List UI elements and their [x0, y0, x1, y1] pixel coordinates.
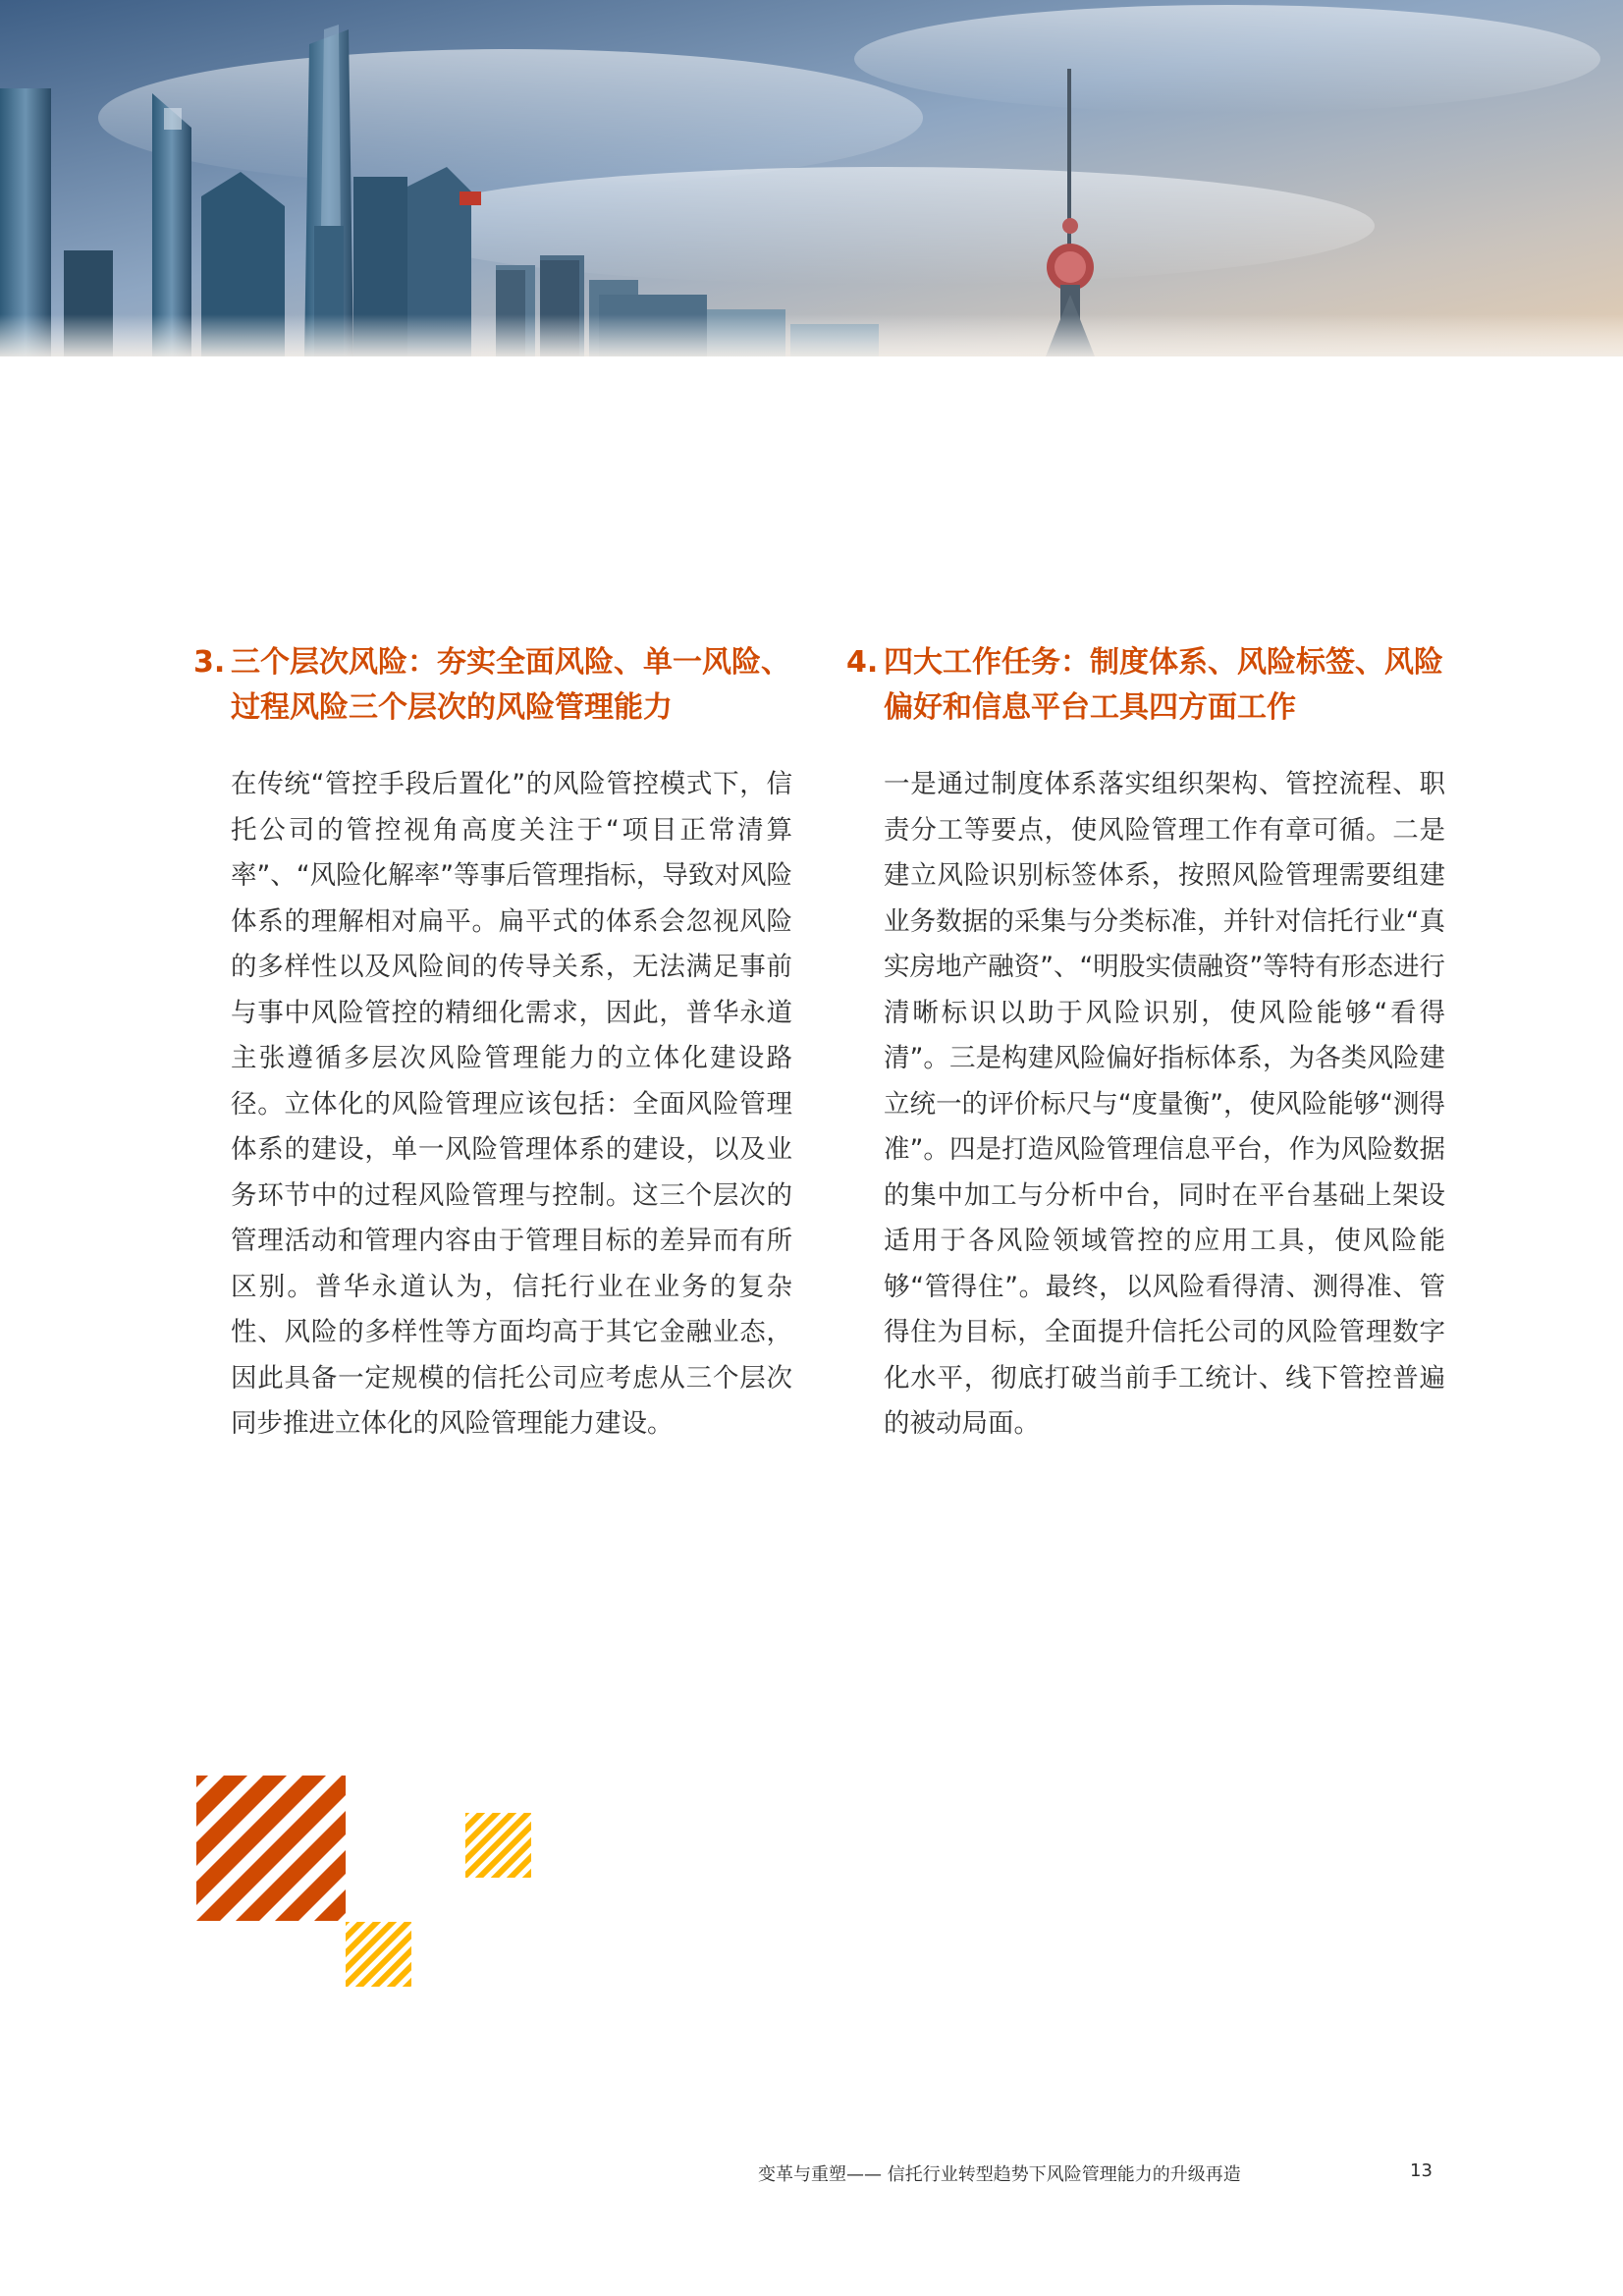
section-four-work-tasks	[846, 640, 1445, 1448]
section-body-text: 一是通过制度体系落实组织架构、管控流程、职责分工等要点，使风险管理工作有章可循。二是建立风险识别标签体系，按照风险管理需要组建业务数据的采集与分类标准，并针对信托行业“真实房地产融资”、“明股实债融资”等特有形态进行清晰标识以助于风险识别，使风险能够“看得清”。三是构建风险偏好指标体系，为各类风险建立统一的评价标尺与“度量衡”，使风险能够“测得准”。四是打造风险管理信息平台，作为风险数据的集中加工与分析中台，同时在平台基础上架设适用于各风险领域管控的应用工具，使风险能够“管得住”。最终，以风险看得清、测得准、管得住为目标，全面提升信托公司的风险管理数字化水平，彻底打破当前手工统计、线下管控普遍的被动局面。	[884, 769, 1445, 1439]
page-footer	[0, 2160, 1623, 2190]
yellow-stripe-square-icon	[346, 1922, 411, 1987]
section-heading	[846, 640, 1445, 731]
section-number: 3.	[193, 645, 226, 680]
footer-document-title: 变革与重塑—— 信托行业转型趋势下风险管理能力的升级再造	[758, 2164, 1241, 2185]
section-number: 4.	[846, 645, 879, 680]
section-body-text: 在传统“管控手段后置化”的风险管控模式下，信托公司的管控视角高度关注于“项目正常清算率”、“风险化解率”等事后管理指标，导致对风险体系的理解相对扁平。扁平式的体系会忽视风险的多样性以及风险间的传导关系，无法满足事前与事中风险管控的精细化需求，因此，普华永道主张遵循多层次风险管理能力的立体化建设路径。立体化的风险管理应该包括：全面风险管理体系的建设，单一风险管理体系的建设，以及业务环节中的过程风险管理与控制。这三个层次的管理活动和管理内容由于管理目标的差异而有所区别。普华永道认为，信托行业在业务的复杂性、风险的多样性等方面均高于其它金融业态，因此具备一定规模的信托公司应考虑从三个层次同步推进立体化的风险管理能力建设。	[231, 769, 792, 1439]
page-number: 13	[1410, 2160, 1433, 2181]
section-heading	[193, 640, 792, 731]
city-skyline-image	[0, 0, 1623, 356]
orange-stripe-square-icon	[196, 1776, 346, 1921]
section-title-text: 四大工作任务：制度体系、风险标签、风险偏好和信息平台工具四方面工作	[884, 645, 1443, 725]
yellow-stripe-square-icon	[465, 1813, 531, 1878]
hero-skyline-image	[0, 0, 1623, 356]
section-title-text: 三个层次风险：夯实全面风险、单一风险、过程风险三个层次的风险管理能力	[231, 645, 790, 725]
section-three-risk-levels	[193, 640, 792, 1448]
